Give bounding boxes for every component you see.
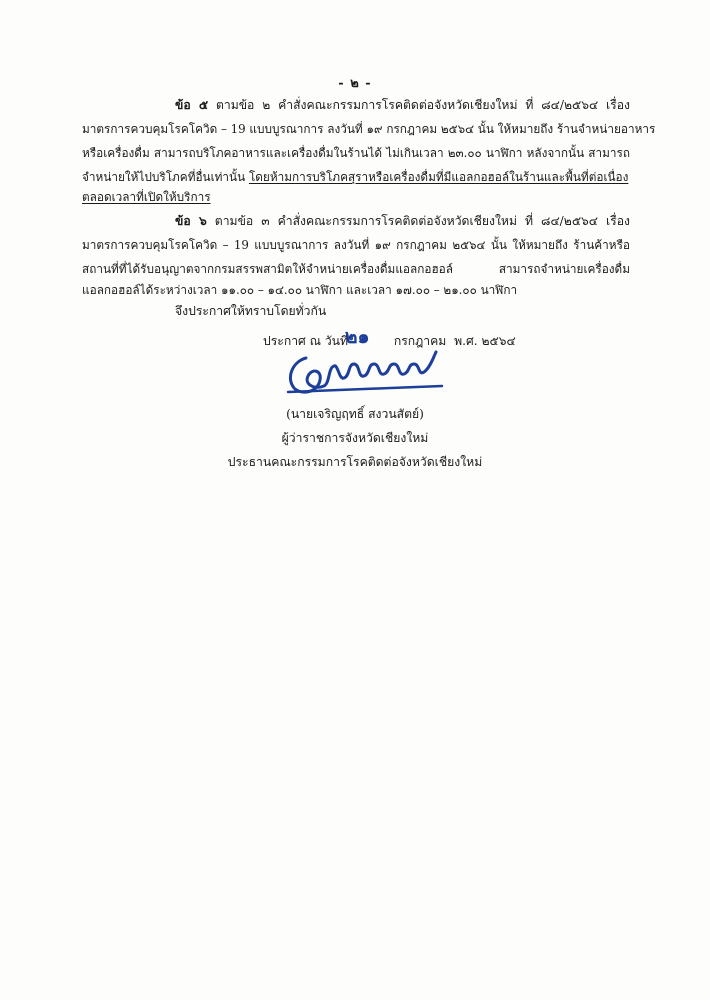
clause-5-line-4 bbox=[82, 169, 630, 185]
announcement-text: จึงประกาศให้ทราบโดยทั่วกัน bbox=[175, 304, 327, 318]
clause-6-line-3: สถานที่ที่ได้รับอนุญาตจากกรมสรรพสามิตให้จำหน่ายเครื่องดื่มแอลกอฮอล์ สามารถจำหน่ายเครื่องดื่ม bbox=[82, 262, 630, 276]
date-prefix: ประกาศ ณ วันที่ bbox=[263, 334, 349, 348]
date-month: กรกฎาคม bbox=[393, 334, 447, 348]
clause-5-underlined-text: โดยห้ามการบริโภคสุราหรือเครื่องดื่มที่มีแอลกอฮอล์ในร้านและพื้นที่ต่อเนื่อง bbox=[248, 170, 629, 184]
clause-5-line-2: มาตรการควบคุมโรคโควิด – 19 แบบบูรณาการ ลงวันที่ ๑๙ กรกฎาคม ๒๕๖๔ นั้น ให้หมายถึง ร้านจำหน่ายอาหาร bbox=[82, 122, 656, 136]
clause-5-label: ข้อ ๕ bbox=[175, 98, 209, 112]
page-number: - ๒ - bbox=[338, 76, 372, 91]
signatory-position: ผู้ว่าราชการจังหวัดเชียงใหม่ bbox=[281, 431, 429, 445]
clause-5-text-1: ตามข้อ ๒ คำสั่งคณะกรรมการโรคติดต่อจังหวัดเชียงใหม่ ที่ ๘๔/๒๕๖๔ เรื่อง bbox=[215, 98, 630, 112]
clause-5-line-1 bbox=[175, 97, 630, 113]
date-era: พ.ศ. bbox=[454, 334, 478, 348]
clause-6-line-2: มาตรการควบคุมโรคโควิด – 19 แบบบูรณาการ ลงวันที่ ๑๙ กรกฎาคม ๒๕๖๔ นั้น ให้หมายถึง ร้านค้าหรือ bbox=[82, 238, 630, 252]
date-year: ๒๕๖๔ bbox=[481, 334, 516, 348]
clause-6-line-1 bbox=[175, 213, 630, 229]
signature-image bbox=[284, 348, 449, 398]
clause-6-line-4: แอลกอฮอล์ได้ระหว่างเวลา ๑๑.๐๐ – ๑๔.๐๐ นาฬิกา และเวลา ๑๗.๐๐ – ๒๑.๐๐ นาฬิกา bbox=[82, 283, 518, 297]
clause-5-text-4: จำหน่ายให้ไปบริโภคที่อื่นเท่านั้น bbox=[82, 170, 246, 184]
clause-5-line-5: ตลอดเวลาที่เปิดให้บริการ bbox=[82, 190, 211, 204]
signatory-name: (นายเจริญฤทธิ์ สงวนสัตย์) bbox=[286, 407, 424, 421]
clause-6-text-1: ตามข้อ ๓ คำสั่งคณะกรรมการโรคติดต่อจังหวัดเชียงใหม่ ที่ ๘๔/๒๕๖๔ เรื่อง bbox=[214, 214, 630, 228]
date-line bbox=[263, 333, 516, 349]
signatory-role: ประธานคณะกรรมการโรคติดต่อจังหวัดเชียงใหม่ bbox=[227, 455, 483, 469]
clause-6-label: ข้อ ๖ bbox=[175, 214, 207, 228]
date-day-handwritten: ๒๑ bbox=[345, 326, 370, 348]
clause-5-line-3: หรือเครื่องดื่ม สามารถบริโภคอาหารและเครื่องดื่มในร้านได้ ไม่เกินเวลา ๒๓.๐๐ นาฬิกา หลังจากนั้น สามารถ bbox=[82, 146, 630, 160]
